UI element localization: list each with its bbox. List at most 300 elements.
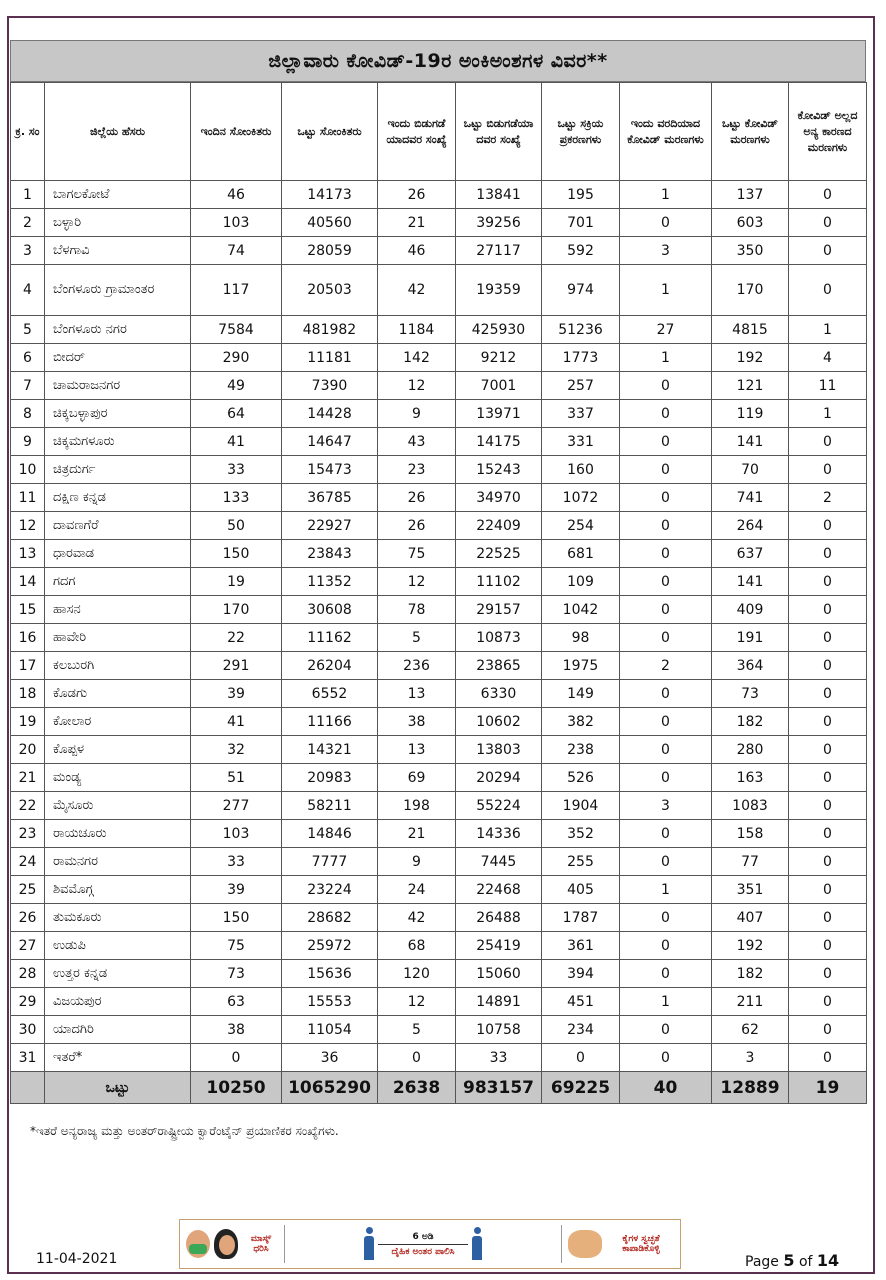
hand-text: ಕೈಗಳ ಸ್ವಚ್ಛತೆ ಕಾಪಾಡಿಕೊಳ್ಳಿ (622, 1234, 660, 1254)
value-cell: 0 (789, 708, 867, 736)
value-cell: 30608 (282, 596, 378, 624)
value-cell: 14428 (282, 400, 378, 428)
value-cell: 1083 (712, 792, 789, 820)
value-cell: 21 (378, 209, 456, 237)
value-cell: 0 (789, 1044, 867, 1072)
column-header: ಒಟ್ಟು ಸಕ್ರಿಯ ಪ್ರಕರಣಗಳು (542, 83, 620, 181)
value-cell: 12 (378, 372, 456, 400)
table-row (11, 265, 867, 316)
serial-cell: 4 (11, 265, 45, 316)
value-cell: 117 (191, 265, 282, 316)
value-cell: 109 (542, 568, 620, 596)
value-cell: 0 (789, 181, 867, 209)
value-cell: 0 (620, 820, 712, 848)
value-cell: 42 (378, 265, 456, 316)
value-cell: 62 (712, 1016, 789, 1044)
covid-guidelines-banner (179, 1219, 681, 1269)
value-cell: 141 (712, 568, 789, 596)
value-cell: 182 (712, 708, 789, 736)
serial-cell: 3 (11, 237, 45, 265)
value-cell: 36 (282, 1044, 378, 1072)
value-cell: 23224 (282, 876, 378, 904)
value-cell: 0 (789, 512, 867, 540)
table-row (11, 428, 867, 456)
value-cell: 1 (789, 400, 867, 428)
value-cell: 0 (789, 904, 867, 932)
value-cell: 41 (191, 708, 282, 736)
value-cell: 15243 (456, 456, 542, 484)
table-row (11, 708, 867, 736)
value-cell: 1787 (542, 904, 620, 932)
district-name-cell: ಗದಗ (45, 568, 191, 596)
value-cell: 158 (712, 820, 789, 848)
value-cell: 11166 (282, 708, 378, 736)
table-row (11, 848, 867, 876)
table-row (11, 1016, 867, 1044)
page-number: 5 (783, 1251, 795, 1270)
table-row (11, 820, 867, 848)
value-cell: 0 (620, 596, 712, 624)
value-cell: 1 (620, 344, 712, 372)
masked-man-icon (186, 1230, 210, 1258)
column-header: ಇಂದು ವರದಿಯಾದ ಕೋವಿಡ್ ಮರಣಗಳು (620, 83, 712, 181)
column-header: ಇಂದು ಬಿಡುಗಡೆ ಯಾದವರ ಸಂಖ್ಯೆ (378, 83, 456, 181)
value-cell: 141 (712, 428, 789, 456)
value-cell: 701 (542, 209, 620, 237)
value-cell: 5 (378, 624, 456, 652)
serial-cell: 14 (11, 568, 45, 596)
serial-cell: 9 (11, 428, 45, 456)
district-name-cell: ಬೀದರ್ (45, 344, 191, 372)
serial-cell: 15 (11, 596, 45, 624)
value-cell: 0 (620, 708, 712, 736)
value-cell: 69 (378, 764, 456, 792)
value-cell: 0 (620, 680, 712, 708)
value-cell: 33 (191, 848, 282, 876)
value-cell: 38 (191, 1016, 282, 1044)
value-cell: 741 (712, 484, 789, 512)
hand-wash-icon (568, 1230, 602, 1258)
value-cell: 1184 (378, 316, 456, 344)
value-cell: 0 (789, 876, 867, 904)
value-cell: 11181 (282, 344, 378, 372)
value-cell: 1072 (542, 484, 620, 512)
value-cell: 98 (542, 624, 620, 652)
value-cell: 13803 (456, 736, 542, 764)
value-cell: 681 (542, 540, 620, 568)
total-value-cell: 1065290 (282, 1072, 378, 1104)
value-cell: 361 (542, 932, 620, 960)
value-cell: 5 (378, 1016, 456, 1044)
person-icon (471, 1227, 483, 1261)
table-row (11, 960, 867, 988)
serial-cell: 28 (11, 960, 45, 988)
value-cell: 1 (789, 316, 867, 344)
value-cell: 24 (378, 876, 456, 904)
district-name-cell: ಶಿವಮೊಗ್ಗ (45, 876, 191, 904)
value-cell: 26 (378, 512, 456, 540)
value-cell: 11102 (456, 568, 542, 596)
table-row (11, 680, 867, 708)
serial-cell: 27 (11, 932, 45, 960)
district-name-cell: ಚಿತ್ರದುರ್ಗ (45, 456, 191, 484)
mask-text: ಮಾಸ್ಕ್ ಧರಿಸಿ (250, 1234, 272, 1254)
value-cell: 0 (378, 1044, 456, 1072)
distance-indicator (375, 1229, 471, 1259)
value-cell: 36785 (282, 484, 378, 512)
value-cell: 58211 (282, 792, 378, 820)
value-cell: 280 (712, 736, 789, 764)
total-value-cell: 983157 (456, 1072, 542, 1104)
value-cell: 41 (191, 428, 282, 456)
value-cell: 2 (620, 652, 712, 680)
table-row (11, 904, 867, 932)
value-cell: 137 (712, 181, 789, 209)
value-cell: 352 (542, 820, 620, 848)
value-cell: 0 (789, 680, 867, 708)
masked-woman-icon (214, 1229, 238, 1259)
value-cell: 192 (712, 344, 789, 372)
value-cell: 13971 (456, 400, 542, 428)
district-stats-table (10, 82, 867, 1104)
value-cell: 27117 (456, 237, 542, 265)
district-name-cell: ಕೊಡಗು (45, 680, 191, 708)
value-cell: 0 (620, 1044, 712, 1072)
district-name-cell: ದಕ್ಷಿಣ ಕನ್ನಡ (45, 484, 191, 512)
table-row (11, 540, 867, 568)
table-row (11, 1044, 867, 1072)
value-cell: 26488 (456, 904, 542, 932)
value-cell: 70 (712, 456, 789, 484)
value-cell: 0 (789, 932, 867, 960)
value-cell: 74 (191, 237, 282, 265)
value-cell: 10602 (456, 708, 542, 736)
value-cell: 49 (191, 372, 282, 400)
page-title: ಜಿಲ್ಲಾವಾರು ಕೋವಿಡ್-19ರ ಅಂಕಿಅಂಶಗಳ ವಿವರ** (10, 40, 866, 82)
value-cell: 394 (542, 960, 620, 988)
value-cell: 526 (542, 764, 620, 792)
value-cell: 51236 (542, 316, 620, 344)
district-name-cell: ಯಾದಗಿರಿ (45, 1016, 191, 1044)
value-cell: 0 (789, 456, 867, 484)
value-cell: 0 (620, 1016, 712, 1044)
table-row (11, 484, 867, 512)
column-header: ಕ್ರ. ಸಂ (11, 83, 45, 181)
district-name-cell: ಹಾವೇರಿ (45, 624, 191, 652)
value-cell: 142 (378, 344, 456, 372)
value-cell: 14891 (456, 988, 542, 1016)
double-arrow-icon (378, 1244, 468, 1245)
column-header: ಒಟ್ಟು ಬಿಡುಗಡೆಯಾ ದವರ ಸಂಖ್ಯೆ (456, 83, 542, 181)
total-value-cell: 2638 (378, 1072, 456, 1104)
value-cell: 15553 (282, 988, 378, 1016)
value-cell: 103 (191, 820, 282, 848)
value-cell: 39256 (456, 209, 542, 237)
value-cell: 290 (191, 344, 282, 372)
value-cell: 119 (712, 400, 789, 428)
table-row (11, 736, 867, 764)
table-row (11, 568, 867, 596)
value-cell: 46 (191, 181, 282, 209)
value-cell: 33 (191, 456, 282, 484)
value-cell: 195 (542, 181, 620, 209)
value-cell: 23 (378, 456, 456, 484)
value-cell: 0 (789, 596, 867, 624)
value-cell: 350 (712, 237, 789, 265)
value-cell: 14647 (282, 428, 378, 456)
value-cell: 73 (712, 680, 789, 708)
value-cell: 22409 (456, 512, 542, 540)
table-row (11, 624, 867, 652)
value-cell: 22525 (456, 540, 542, 568)
serial-cell: 23 (11, 820, 45, 848)
value-cell: 7777 (282, 848, 378, 876)
serial-cell: 16 (11, 624, 45, 652)
value-cell: 291 (191, 652, 282, 680)
page-indicator: Page 5 of 14 (745, 1251, 840, 1270)
district-name-cell: ರಾಯಚೂರು (45, 820, 191, 848)
value-cell: 13 (378, 736, 456, 764)
value-cell: 22 (191, 624, 282, 652)
value-cell: 50 (191, 512, 282, 540)
serial-cell: 12 (11, 512, 45, 540)
value-cell: 407 (712, 904, 789, 932)
district-name-cell: ಕಲಬುರಗಿ (45, 652, 191, 680)
value-cell: 7445 (456, 848, 542, 876)
serial-cell: 21 (11, 764, 45, 792)
value-cell: 160 (542, 456, 620, 484)
serial-cell: 8 (11, 400, 45, 428)
value-cell: 19359 (456, 265, 542, 316)
value-cell: 0 (789, 265, 867, 316)
value-cell: 25972 (282, 932, 378, 960)
value-cell: 29157 (456, 596, 542, 624)
value-cell: 6330 (456, 680, 542, 708)
total-empty-cell (11, 1072, 45, 1104)
district-name-cell: ಕೊಪ್ಪಳ (45, 736, 191, 764)
value-cell: 603 (712, 209, 789, 237)
table-row (11, 456, 867, 484)
table-row (11, 792, 867, 820)
total-value-cell: 19 (789, 1072, 867, 1104)
serial-cell: 2 (11, 209, 45, 237)
table-row (11, 316, 867, 344)
total-row (11, 1072, 867, 1104)
value-cell: 55224 (456, 792, 542, 820)
table-row (11, 181, 867, 209)
footnote: *ಇತರೆ ಅನ್ಯರಾಜ್ಯ ಮತ್ತು ಅಂತರ್‌ರಾಷ್ಟ್ರೀಯ ಕ್ವಾರೆಂಟೈನ್ ಪ್ರಯಾಣಿಕರ ಸಂಖ್ಯೆಗಳು. (30, 1124, 339, 1138)
serial-cell: 22 (11, 792, 45, 820)
serial-cell: 26 (11, 904, 45, 932)
value-cell: 1975 (542, 652, 620, 680)
value-cell: 13841 (456, 181, 542, 209)
value-cell: 191 (712, 624, 789, 652)
serial-cell: 20 (11, 736, 45, 764)
value-cell: 11352 (282, 568, 378, 596)
value-cell: 0 (620, 904, 712, 932)
person-icon (363, 1227, 375, 1261)
value-cell: 1 (620, 265, 712, 316)
value-cell: 15060 (456, 960, 542, 988)
serial-cell: 1 (11, 181, 45, 209)
value-cell: 68 (378, 932, 456, 960)
value-cell: 192 (712, 932, 789, 960)
value-cell: 133 (191, 484, 282, 512)
value-cell: 12 (378, 988, 456, 1016)
value-cell: 409 (712, 596, 789, 624)
value-cell: 0 (620, 960, 712, 988)
table-row (11, 372, 867, 400)
table-row (11, 237, 867, 265)
table-row (11, 344, 867, 372)
value-cell: 42 (378, 904, 456, 932)
value-cell: 0 (620, 848, 712, 876)
serial-cell: 19 (11, 708, 45, 736)
district-name-cell: ಬೆಂಗಳೂರು ಗ್ರಾಮಾಂತರ (45, 265, 191, 316)
value-cell: 0 (789, 736, 867, 764)
value-cell: 351 (712, 876, 789, 904)
value-cell: 9 (378, 848, 456, 876)
value-cell: 592 (542, 237, 620, 265)
value-cell: 277 (191, 792, 282, 820)
value-cell: 1 (620, 988, 712, 1016)
value-cell: 0 (620, 540, 712, 568)
value-cell: 0 (620, 764, 712, 792)
value-cell: 974 (542, 265, 620, 316)
value-cell: 0 (620, 736, 712, 764)
value-cell: 425930 (456, 316, 542, 344)
district-name-cell: ಕೋಲಾರ (45, 708, 191, 736)
value-cell: 0 (620, 932, 712, 960)
district-name-cell: ಚಿಕ್ಕಮಗಳೂರು (45, 428, 191, 456)
column-header: ಜಿಲ್ಲೆಯ ಹೆಸರು (45, 83, 191, 181)
value-cell: 43 (378, 428, 456, 456)
serial-cell: 18 (11, 680, 45, 708)
serial-cell: 24 (11, 848, 45, 876)
value-cell: 481982 (282, 316, 378, 344)
table-row (11, 652, 867, 680)
value-cell: 63 (191, 988, 282, 1016)
value-cell: 7390 (282, 372, 378, 400)
value-cell: 0 (542, 1044, 620, 1072)
value-cell: 14336 (456, 820, 542, 848)
serial-cell: 10 (11, 456, 45, 484)
value-cell: 0 (620, 400, 712, 428)
column-header: ಒಟ್ಟು ಕೋವಿಡ್ ಮರಣಗಳು (712, 83, 789, 181)
district-name-cell: ಉಡುಪಿ (45, 932, 191, 960)
value-cell: 0 (789, 568, 867, 596)
value-cell: 13 (378, 680, 456, 708)
district-name-cell: ವಿಜಯಪುರ (45, 988, 191, 1016)
value-cell: 405 (542, 876, 620, 904)
value-cell: 331 (542, 428, 620, 456)
value-cell: 0 (789, 820, 867, 848)
serial-cell: 17 (11, 652, 45, 680)
value-cell: 0 (789, 209, 867, 237)
value-cell: 21 (378, 820, 456, 848)
value-cell: 0 (789, 792, 867, 820)
value-cell: 1773 (542, 344, 620, 372)
district-name-cell: ಬಳ್ಳಾರಿ (45, 209, 191, 237)
district-name-cell: ಚಿಕ್ಕಬಳ್ಳಾಪುರ (45, 400, 191, 428)
value-cell: 0 (789, 237, 867, 265)
serial-cell: 30 (11, 1016, 45, 1044)
value-cell: 451 (542, 988, 620, 1016)
value-cell: 257 (542, 372, 620, 400)
footer-date: 11-04-2021 (36, 1251, 118, 1267)
value-cell: 149 (542, 680, 620, 708)
value-cell: 38 (378, 708, 456, 736)
value-cell: 34970 (456, 484, 542, 512)
value-cell: 23865 (456, 652, 542, 680)
value-cell: 3 (620, 792, 712, 820)
total-value-cell: 40 (620, 1072, 712, 1104)
column-header: ಕೋವಿಡ್ ಅಲ್ಲದ ಅನ್ಯ ಕಾರಣದ ಮರಣಗಳು (789, 83, 867, 181)
table-row (11, 764, 867, 792)
district-name-cell: ಮಂಡ್ಯ (45, 764, 191, 792)
distance-value: 6 ಅಡಿ (412, 1231, 434, 1242)
value-cell: 0 (789, 988, 867, 1016)
value-cell: 9 (378, 400, 456, 428)
value-cell: 25419 (456, 932, 542, 960)
value-cell: 3 (712, 1044, 789, 1072)
value-cell: 20983 (282, 764, 378, 792)
value-cell: 40560 (282, 209, 378, 237)
column-header: ಒಟ್ಟು ಸೋಂಕಿತರು (282, 83, 378, 181)
value-cell: 103 (191, 209, 282, 237)
value-cell: 77 (712, 848, 789, 876)
value-cell: 236 (378, 652, 456, 680)
value-cell: 364 (712, 652, 789, 680)
value-cell: 73 (191, 960, 282, 988)
value-cell: 1 (620, 181, 712, 209)
district-name-cell: ಮೈಸೂರು (45, 792, 191, 820)
value-cell: 0 (620, 512, 712, 540)
value-cell: 22927 (282, 512, 378, 540)
value-cell: 637 (712, 540, 789, 568)
value-cell: 11162 (282, 624, 378, 652)
distance-text: ದೈಹಿಕ ಅಂತರ ಪಾಲಿಸಿ (391, 1246, 455, 1257)
value-cell: 170 (712, 265, 789, 316)
value-cell: 7584 (191, 316, 282, 344)
value-cell: 182 (712, 960, 789, 988)
value-cell: 234 (542, 1016, 620, 1044)
value-cell: 28059 (282, 237, 378, 265)
value-cell: 75 (378, 540, 456, 568)
value-cell: 0 (789, 764, 867, 792)
value-cell: 46 (378, 237, 456, 265)
value-cell: 33 (456, 1044, 542, 1072)
table-row (11, 932, 867, 960)
value-cell: 150 (191, 540, 282, 568)
table-row (11, 988, 867, 1016)
value-cell: 150 (191, 904, 282, 932)
value-cell: 382 (542, 708, 620, 736)
value-cell: 1904 (542, 792, 620, 820)
value-cell: 26 (378, 484, 456, 512)
value-cell: 0 (620, 624, 712, 652)
table-row (11, 512, 867, 540)
value-cell: 15473 (282, 456, 378, 484)
value-cell: 0 (789, 540, 867, 568)
value-cell: 20503 (282, 265, 378, 316)
total-value-cell: 10250 (191, 1072, 282, 1104)
serial-cell: 7 (11, 372, 45, 400)
value-cell: 238 (542, 736, 620, 764)
table-row (11, 876, 867, 904)
value-cell: 0 (620, 484, 712, 512)
serial-cell: 29 (11, 988, 45, 1016)
